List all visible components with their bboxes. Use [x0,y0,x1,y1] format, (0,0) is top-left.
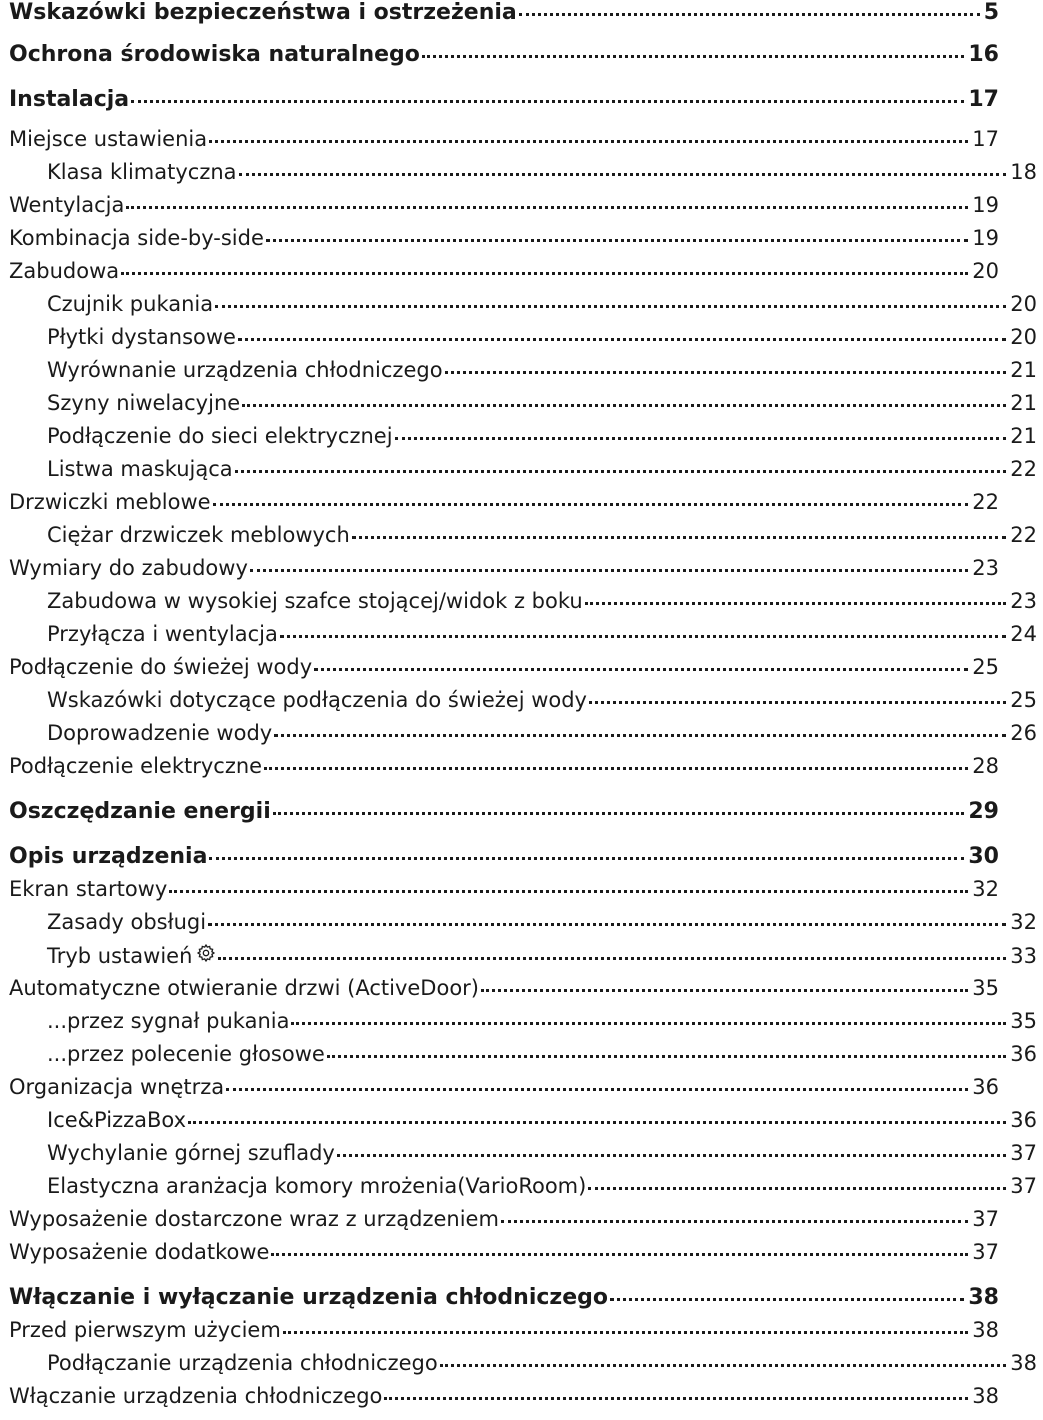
toc-page-number: 22 [1010,457,1037,481]
toc-entry[interactable] [0,844,1005,880]
toc-page-number: 35 [1010,1009,1037,1033]
toc-entry[interactable] [0,292,1043,328]
toc-entry[interactable] [0,1009,1043,1045]
toc-page-number: 37 [972,1207,999,1231]
toc-leader-dots [588,1187,1006,1190]
toc-leader-dots [209,857,964,860]
toc-entry[interactable] [0,87,1005,123]
toc-page-number: 16 [968,42,999,67]
toc-leader-dots [264,767,968,770]
toc-entry[interactable] [0,1141,1043,1177]
toc-leader-dots [208,923,1006,926]
toc-leader-dots [218,957,1006,960]
toc-entry[interactable] [0,490,1005,526]
toc-entry-title: Doprowadzenie wody [47,721,273,745]
toc-page-number: 37 [972,1240,999,1264]
toc-entry[interactable] [0,259,1005,295]
toc-entry[interactable] [0,1042,1043,1078]
toc-entry-title: Wyrównanie urządzenia chłodniczego [47,358,443,382]
toc-entry[interactable] [0,1075,1005,1111]
toc-entry[interactable] [0,754,1005,790]
toc-entry-title: Elastyczna aranżacja komory mrożenia(VarioRoom) [47,1174,587,1198]
toc-entry-title: Oszczędzanie energii [9,799,271,824]
toc-entry-title: Drzwiczki meblowe [9,490,211,514]
toc-entry-title: Miejsce ustawienia [9,127,208,151]
toc-entry-title: Tryb ustawień [47,944,193,968]
toc-leader-dots [238,338,1006,341]
toc-page-number: 37 [1010,1141,1037,1165]
toc-leader-dots [126,206,968,209]
toc-page-number: 38 [972,1384,999,1408]
toc-entry-title: Ice&PizzaBox [47,1108,187,1132]
toc-entry-title: Wychylanie górnej szuflady [47,1141,335,1165]
toc-entry[interactable] [0,1318,1005,1354]
toc-entry-title: Wymiary do zabudowy [9,556,248,580]
toc-entry-title: ...przez sygnał pukania [47,1009,290,1033]
toc-leader-dots [422,55,964,58]
toc-entry[interactable] [0,1108,1043,1144]
toc-page-number: 23 [972,556,999,580]
toc-page-number: 24 [1010,622,1037,646]
toc-leader-dots [242,404,1006,407]
toc-entry-title: Podłączenie elektryczne [9,754,263,778]
toc-leader-dots [283,1331,968,1334]
toc-page-number: 19 [972,193,999,217]
toc-leader-dots [250,569,968,572]
toc-entry[interactable] [0,127,1005,163]
toc-entry-title: Kombinacja side-by-side [9,226,264,250]
toc-page-number: 36 [1010,1108,1037,1132]
toc-entry-title: Wyposażenie dostarczone wraz z urządzeniem [9,1207,499,1231]
toc-leader-dots [384,1397,968,1400]
toc-leader-dots [274,734,1006,737]
toc-entry-title: Wentylacja [9,193,125,217]
toc-page-number: 36 [972,1075,999,1099]
toc-page-number: 20 [972,259,999,283]
toc-entry[interactable] [0,655,1005,691]
toc-entry-title: Wyposażenie dodatkowe [9,1240,270,1264]
toc-leader-dots [169,890,968,893]
toc-leader-dots [519,13,980,16]
toc-entry[interactable] [0,622,1043,658]
toc-leader-dots [280,635,1006,638]
toc-leader-dots [440,1364,1007,1367]
toc-leader-dots [271,1253,968,1256]
toc-entry[interactable] [0,556,1005,592]
toc-entry[interactable] [0,721,1043,757]
toc-page-number: 32 [972,877,999,901]
toc-page-number: 28 [972,754,999,778]
toc-entry-title: Ochrona środowiska naturalnego [9,42,420,67]
toc-entry[interactable] [0,226,1005,262]
toc-page-number: 17 [972,127,999,151]
toc-entry-title: Podłączenie do sieci elektrycznej [47,424,393,448]
toc-entry[interactable] [0,1384,1005,1420]
toc-page-number: 36 [1010,1042,1037,1066]
toc-page-number: 21 [1010,391,1037,415]
toc-entry-title: Płytki dystansowe [47,325,236,349]
toc-leader-dots [213,503,969,506]
toc-page-number: 17 [968,87,999,112]
toc-leader-dots [235,470,1007,473]
toc-leader-dots [589,701,1006,704]
toc-leader-dots [131,100,964,103]
toc-leader-dots [327,1055,1006,1058]
toc-entry[interactable] [0,193,1005,229]
toc-entry-title: Wskazówki bezpieczeństwa i ostrzeżenia [9,0,517,25]
toc-leader-dots [481,989,968,992]
toc-page-number: 38 [972,1318,999,1342]
toc-entry-title: Opis urządzenia [9,844,208,869]
toc-page-number: 21 [1010,424,1037,448]
toc-leader-dots [121,272,968,275]
toc-page-number: 33 [1010,944,1037,968]
toc-entry[interactable] [0,160,1043,196]
toc-entry-title: Czujnik pukania [47,292,214,316]
toc-page-number: 30 [968,844,999,869]
toc-entry[interactable] [0,457,1043,493]
toc-entry-title: Automatyczne otwieranie drzwi (ActiveDoor) [9,976,479,1000]
toc-entry-title: Ciężar drzwiczek meblowych [47,523,350,547]
toc-entry[interactable] [0,688,1043,724]
toc-page-number: 20 [1010,292,1037,316]
toc-page-number: 35 [972,976,999,1000]
toc-entry[interactable] [0,42,1005,78]
toc-entry[interactable] [0,877,1005,913]
toc-entry[interactable] [0,391,1043,427]
toc-leader-dots [188,1121,1006,1124]
toc-entry-title: Szyny niwelacyjne [47,391,241,415]
toc-page-number: 21 [1010,358,1037,382]
toc-page-number: 37 [1010,1174,1037,1198]
toc-entry-title: Klasa klimatyczna [47,160,237,184]
toc-page-number: 38 [1010,1351,1037,1375]
toc-entry[interactable] [0,1174,1043,1210]
toc-entry[interactable] [0,1207,1005,1243]
toc-entry-title: ...przez polecenie głosowe [47,1042,325,1066]
toc-leader-dots [352,536,1006,539]
toc-entry[interactable] [0,1351,1043,1387]
toc-page-number: 26 [1010,721,1037,745]
toc-leader-dots [445,371,1007,374]
toc-leader-dots [337,1154,1006,1157]
toc-page-number: 29 [968,799,999,824]
toc-entry-title: Włączanie i wyłączanie urządzenia chłodniczego [9,1285,609,1310]
toc-leader-dots [501,1220,968,1223]
toc-leader-dots [291,1022,1006,1025]
toc-entry-title: Przed pierwszym użyciem [9,1318,281,1342]
toc-entry[interactable] [0,0,1005,36]
toc-leader-dots [226,1088,968,1091]
toc-page-number: 22 [972,490,999,514]
toc-entry-title: Zasady obsługi [47,910,207,934]
toc-entry-title: Instalacja [9,87,130,112]
toc-entry-title: Zabudowa w wysokiej szafce stojącej/widok z boku [47,589,583,613]
toc-page-number: 32 [1010,910,1037,934]
toc-page-number: 22 [1010,523,1037,547]
toc-entry-title: Wskazówki dotyczące podłączenia do świeżej wody [47,688,587,712]
toc-entry-title: Podłączanie urządzenia chłodniczego [47,1351,438,1375]
toc-leader-dots [610,1298,964,1301]
toc-leader-dots [395,437,1007,440]
toc-entry[interactable] [0,976,1005,1012]
toc-entry-title: Ekran startowy [9,877,168,901]
toc-leader-dots [209,140,968,143]
toc-page-number: 25 [972,655,999,679]
toc-entry[interactable] [0,523,1043,559]
toc-page-number: 23 [1010,589,1037,613]
toc-entry[interactable] [0,589,1043,625]
toc-entry[interactable] [0,943,1043,979]
toc-entry-title: Przyłącza i wentylacja [47,622,278,646]
toc-page-number: 5 [983,0,999,25]
toc-page-number: 25 [1010,688,1037,712]
toc-leader-dots [273,812,965,815]
gear-icon [196,943,216,963]
toc-leader-dots [266,239,968,242]
toc-entry[interactable] [0,1285,1005,1321]
toc-page-number: 19 [972,226,999,250]
toc-leader-dots [215,305,1006,308]
toc-entry[interactable] [0,799,1005,835]
toc-entry-title: Zabudowa [9,259,120,283]
toc-page-number: 38 [968,1285,999,1310]
toc-leader-dots [314,668,968,671]
toc-entry[interactable] [0,424,1043,460]
toc-entry[interactable] [0,1240,1005,1276]
toc-page-number: 18 [1010,160,1037,184]
toc-entry[interactable] [0,358,1043,394]
toc-leader-dots [585,602,1007,605]
toc-page-number: 20 [1010,325,1037,349]
toc-entry[interactable] [0,325,1043,361]
toc-entry-title: Włączanie urządzenia chłodniczego [9,1384,383,1408]
toc-entry-title: Organizacja wnętrza [9,1075,225,1099]
toc-leader-dots [239,173,1007,176]
toc-entry-title: Listwa maskująca [47,457,233,481]
toc-entry[interactable] [0,910,1043,946]
toc-entry-title: Podłączenie do świeżej wody [9,655,313,679]
